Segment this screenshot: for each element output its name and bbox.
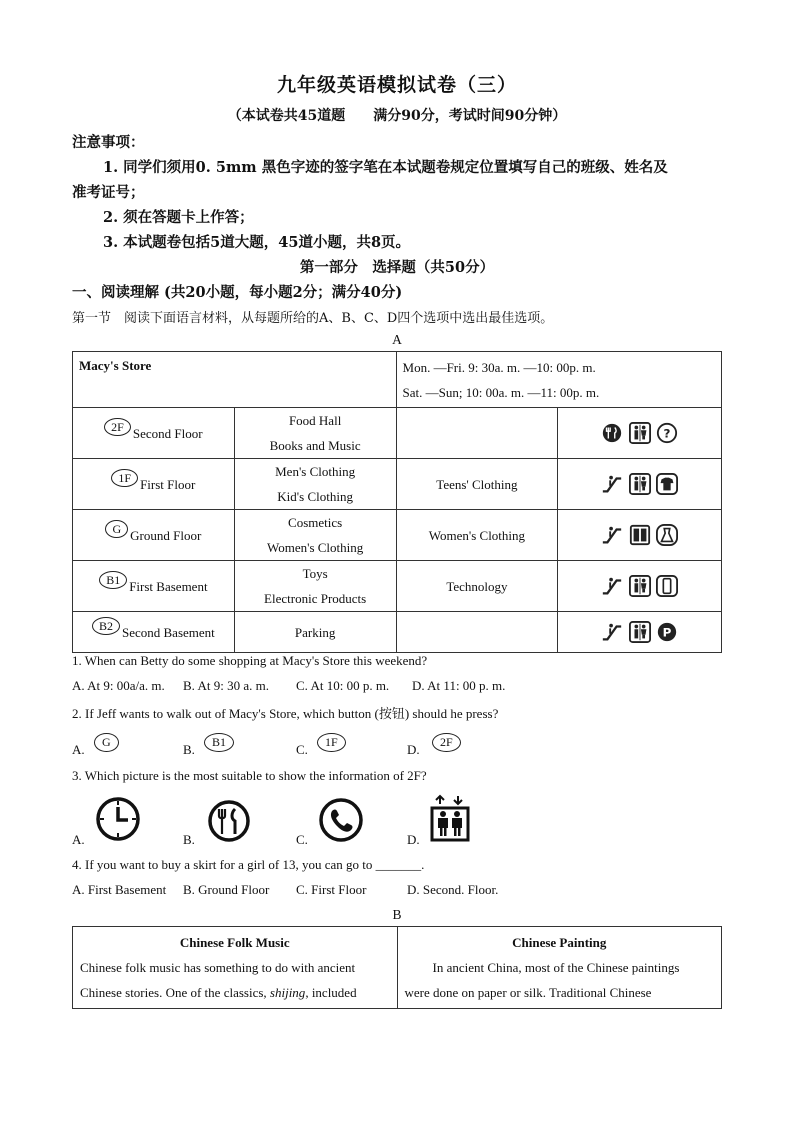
question-1-option-c: C. At 10: 00 p. m.	[296, 678, 390, 693]
question-2-label-b: B.	[183, 742, 195, 757]
floor-item: Men's Clothing	[275, 464, 356, 479]
painting-line-2: were done on paper or silk. Traditional Chinese	[404, 985, 652, 1000]
folk-music-line-1: Chinese folk music has something to do with ancient	[80, 960, 356, 975]
fork-knife-icon	[207, 799, 251, 843]
escalator-icon	[601, 473, 623, 495]
question-2-badge-2f: 2F	[432, 733, 461, 752]
question-2-label-c: C.	[296, 742, 308, 757]
floor-item: Women's Clothing	[266, 540, 364, 555]
folk-music-line-2-em: shijing	[269, 985, 306, 1000]
floor-badge: 2F	[104, 418, 131, 436]
floor-item: Kid's Clothing	[277, 489, 353, 504]
floor-badge: G	[105, 520, 128, 538]
question-4-option-c: C. First Floor	[296, 882, 367, 897]
restroom-icon	[629, 621, 651, 643]
floor-extra: Women's Clothing	[396, 510, 558, 561]
floor-extra: Teens' Clothing	[396, 459, 558, 510]
note-item-2: 2. 须在答题卡上作答；	[103, 209, 254, 226]
question-1-option-d: D. At 11: 00 p. m.	[412, 678, 506, 693]
painting-cell	[397, 927, 722, 1009]
floor-row	[73, 459, 722, 510]
restroom-icon	[629, 575, 651, 597]
note-item-1-cont: 准考证号；	[72, 184, 145, 201]
question-2-stem: 2. If Jeff wants to walk out of Macy's Store, which button (按钮) should he press?	[72, 706, 499, 721]
floor-extra: Technology	[396, 561, 558, 612]
tshirt-icon	[656, 473, 678, 495]
elevator-icon	[629, 524, 651, 546]
floor-item: Toys	[302, 566, 328, 581]
question-2-label-a: A.	[72, 742, 85, 757]
parking-icon	[656, 621, 678, 643]
floor-name: First Basement	[129, 578, 208, 594]
floor-item: Electronic Products	[264, 591, 367, 606]
question-1-option-b: B. At 9: 30 a. m.	[183, 678, 269, 693]
exam-subtitle: （本试卷共45道题 满分90分，考试时间90分钟）	[227, 108, 567, 124]
floor-extra	[396, 612, 558, 653]
floor-name: First Floor	[140, 476, 196, 492]
question-4-option-b: B. Ground Floor	[183, 882, 270, 897]
floor-name: Second Basement	[121, 624, 215, 640]
escalator-icon	[601, 575, 623, 597]
floor-extra	[396, 408, 558, 459]
question-3-label-b: B.	[183, 832, 195, 847]
question-3-label-a: A.	[72, 832, 85, 847]
part1-heading: 第一部分 选择题（共50分）	[299, 259, 495, 276]
note-item-3: 3. 本试题卷包括5道大题，45道小题，共8页。	[103, 234, 411, 251]
floor-item: Food Hall	[288, 413, 342, 428]
telephone-icon	[318, 797, 364, 843]
passage-b-table	[72, 926, 722, 1009]
floor-row	[73, 612, 722, 653]
phone-icon	[656, 575, 678, 597]
question-2-badge-b1: B1	[204, 733, 234, 752]
question-3-label-c: C.	[296, 832, 308, 847]
exam-title: 九年级英语模拟试卷（三）	[276, 74, 517, 96]
store-directory-table	[72, 351, 722, 653]
svg-text:P: P	[662, 625, 672, 640]
hours-weekday: Mon. —Fri. 9: 30a. m. —10: 00p. m.	[402, 359, 596, 375]
floor-item: Books and Music	[269, 438, 361, 453]
folk-music-line-2	[80, 980, 390, 1005]
question-3-stem: 3. Which picture is the most suitable to show the information of 2F?	[72, 768, 427, 783]
floor-item: Parking	[294, 624, 336, 640]
elevator-icon	[430, 794, 470, 842]
floor-row	[73, 408, 722, 459]
restroom-icon	[629, 473, 651, 495]
passage-a-label: A	[392, 332, 402, 347]
notes-heading: 注意事项：	[72, 134, 145, 151]
question-2-badge-1f: 1F	[317, 733, 346, 752]
floor-badge: B2	[92, 617, 120, 635]
question-3-label-d: D.	[407, 832, 420, 847]
escalator-icon	[601, 524, 623, 546]
folk-music-line-2-pre: Chinese stories. One of the classics,	[80, 985, 270, 1000]
section-heading: 一、阅读理解 (共20小题，每小题2分；满分40分)	[72, 284, 403, 301]
question-2-badge-g: G	[94, 733, 119, 752]
folk-music-title: Chinese Folk Music	[179, 935, 290, 950]
folk-music-line-2-post: , included	[305, 985, 357, 1000]
question-4-stem: 4. If you want to buy a skirt for a girl of 13, you can go to _______.	[72, 857, 425, 872]
note-item-1: 1. 同学们须用0. 5mm 黑色字迹的签字笔在本试题卷规定位置填写自己的班级、姓名及	[103, 159, 668, 176]
floor-row	[73, 561, 722, 612]
painting-title: Chinese Painting	[512, 935, 607, 950]
section-instruction: 第一节 阅读下面语言材料，从每题所给的A、B、C、D四个选项中选出最佳选项。	[72, 311, 554, 326]
dress-icon	[656, 524, 678, 546]
question-1-option-a: A. At 9: 00a/a. m.	[72, 678, 165, 693]
passage-b-label: B	[392, 907, 402, 922]
restroom-icon	[629, 422, 651, 444]
restaurant-icon	[601, 422, 623, 444]
question-2-label-d: D.	[407, 742, 420, 757]
floor-name: Ground Floor	[130, 527, 202, 543]
store-name: Macy's Store	[79, 358, 152, 373]
floor-item: Cosmetics	[288, 515, 343, 530]
question-4-option-a: A. First Basement	[72, 882, 167, 897]
hours-weekend: Sat. —Sun; 10: 00a. m. —11: 00p. m.	[402, 384, 600, 400]
store-header-row	[73, 352, 722, 408]
clock-icon	[95, 796, 141, 842]
folk-music-cell	[73, 927, 398, 1009]
question-1-stem: 1. When can Betty do some shopping at Macy's Store this weekend?	[72, 653, 428, 668]
floor-badge: 1F	[111, 469, 138, 487]
svg-text:?: ?	[663, 426, 671, 441]
floor-name: Second Floor	[132, 425, 203, 441]
information-icon	[656, 422, 678, 444]
escalator-icon	[601, 621, 623, 643]
painting-line-1: In ancient China, most of the Chinese paintings	[432, 960, 680, 975]
question-4-option-d: D. Second. Floor.	[407, 882, 499, 897]
floor-badge: B1	[99, 571, 127, 589]
floor-row	[73, 510, 722, 561]
